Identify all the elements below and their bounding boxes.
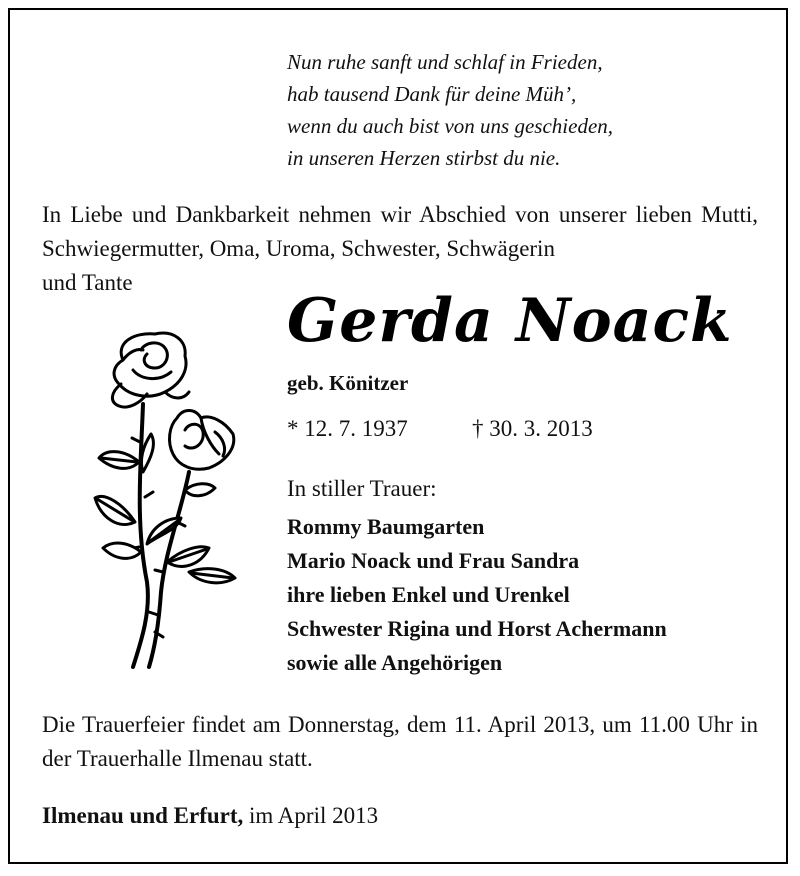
mourner: sowie alle Angehörigen: [287, 650, 503, 675]
death-date: † 30. 3. 2013: [472, 416, 593, 441]
mourner: Schwester Rigina und Horst Achermann: [287, 616, 667, 641]
birth-date: * 12. 7. 1937: [287, 416, 408, 441]
mourner: Rommy Baumgarten: [287, 514, 485, 539]
place-month: im April 2013: [243, 803, 379, 828]
mourners-list: [287, 510, 757, 680]
place-cities: Ilmenau und Erfurt,: [42, 803, 244, 828]
poem-line: hab tausend Dank für deine Müh’,: [287, 82, 577, 106]
rose-icon: [85, 322, 250, 672]
intro-last-line: und Tante: [42, 270, 133, 295]
poem: [287, 46, 757, 174]
mourner: Mario Noack und Frau Sandra: [287, 548, 580, 573]
maiden-name: geb. Könitzer: [287, 371, 409, 395]
mourning-label: In stiller Trauer:: [287, 476, 437, 501]
mourner: ihre lieben Enkel und Urenkel: [287, 582, 570, 607]
life-dates: [287, 413, 687, 445]
place-date: [42, 800, 378, 832]
poem-line: wenn du auch bist von uns geschieden,: [287, 114, 614, 138]
poem-line: Nun ruhe sanft und schlaf in Frieden,: [287, 50, 603, 74]
funeral-service-text: Die Trauerfeier findet am Donnerstag, dem 11. April 2013, um 11.00 Uhr in der Trauerhalle Ilmenau statt.: [42, 712, 758, 771]
deceased-name: Gerda Noack: [287, 286, 733, 356]
poem-line: in unseren Herzen stirbst du nie.: [287, 146, 561, 170]
intro-body: In Liebe und Dankbarkeit nehmen wir Abschied von unserer lieben Mutti, Schwiegermutter, Oma, Uroma, Schwester, Schwägerin: [42, 202, 758, 261]
